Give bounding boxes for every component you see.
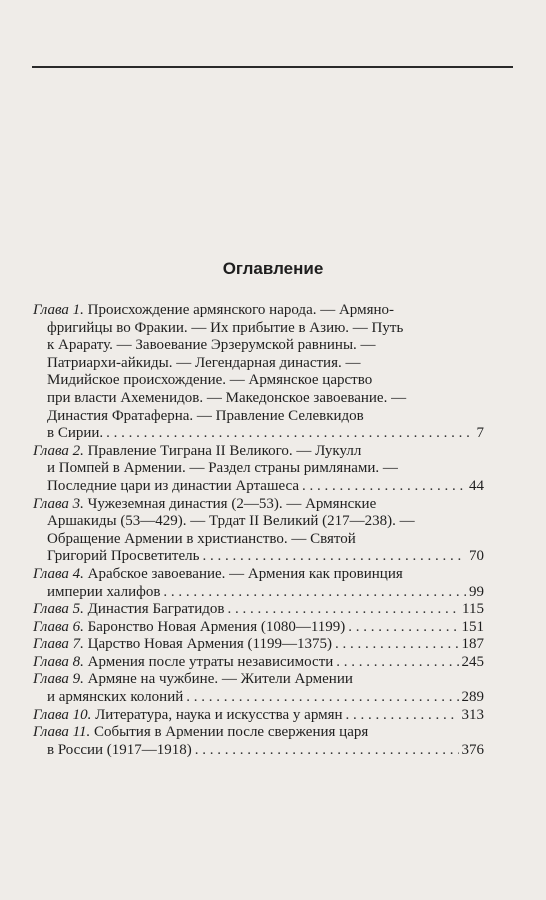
chapter-title-text: Правление Тиграна II Великого. — Лукулл [87, 442, 362, 459]
toc-entry-line [33, 355, 484, 373]
chapter-title-text: Григорий Просветитель [47, 548, 200, 565]
chapter-title-text: Династия Фратаферна. — Правление Селевкидов [47, 407, 364, 424]
chapter-label: Глава 3. [33, 495, 84, 512]
chapter-title-text: Баронство Новая Армения (1080—1199) [87, 618, 346, 635]
chapter-title-text: к Арарату. — Завоевание Эрзерумской равнины. — [47, 337, 376, 354]
toc-entry-last-line [33, 707, 484, 725]
page-title: Оглавление [222, 259, 324, 278]
chapter-title-text: Патриархи-айкиды. — Легендарная династия. — [47, 354, 361, 371]
toc-entry-last-line [33, 425, 484, 443]
toc-entry-last-line [33, 654, 484, 672]
toc-entry [33, 654, 484, 672]
toc-entry-line [33, 320, 484, 338]
header-rule [32, 66, 513, 68]
chapter-title-text: фригийцы во Фракии. — Их прибытие в Азию. — Путь [47, 319, 404, 336]
chapter-title-text: и армянских колоний [47, 689, 184, 706]
toc-entry-last-line [33, 584, 484, 602]
chapter-title-text: Армения после утраты независимости [87, 653, 334, 670]
toc-entry-line [33, 566, 484, 584]
chapter-title-text: при власти Ахеменидов. — Македонское завоевание. — [47, 389, 407, 406]
toc-entry [33, 707, 484, 725]
table-of-contents [33, 302, 484, 759]
toc-entry-line [33, 531, 484, 549]
toc-entry [33, 724, 484, 759]
dot-leader [346, 707, 459, 725]
chapter-label: Глава 1. [33, 302, 84, 318]
toc-entry [33, 443, 484, 496]
toc-entry-last-line [33, 689, 484, 707]
toc-entry-last-line [33, 619, 484, 637]
chapter-label: Глава 8. [33, 653, 84, 670]
dot-leader [336, 654, 458, 672]
chapter-title-text: Династия Багратидов [87, 601, 225, 618]
dot-leader [186, 689, 458, 707]
chapter-label: Глава 7. [33, 636, 84, 653]
page-number: 289 [461, 689, 484, 706]
chapter-label: Глава 11. [33, 724, 91, 741]
toc-entry-line [33, 302, 484, 320]
toc-entry [33, 636, 484, 654]
chapter-title-text: Чужеземная династия (2—53). — Армянские [87, 495, 377, 512]
page-number: 44 [469, 477, 484, 494]
chapter-title-text: Последние цари из династии Арташеса [47, 477, 300, 494]
toc-entry [33, 566, 484, 601]
toc-entry [33, 302, 484, 443]
chapter-title-text: в Сирии. [47, 425, 104, 442]
dot-leader [195, 742, 459, 760]
toc-entry [33, 671, 484, 706]
dot-leader [106, 425, 473, 443]
page-number: 151 [461, 618, 484, 635]
toc-entry-last-line [33, 601, 484, 619]
page-number: 7 [476, 425, 484, 442]
chapter-label: Глава 6. [33, 618, 84, 635]
toc-entry-line [33, 337, 484, 355]
chapter-label: Глава 9. [33, 671, 84, 688]
chapter-label: Глава 5. [33, 601, 84, 618]
toc-entry-last-line [33, 636, 484, 654]
dot-leader [335, 636, 459, 654]
chapter-title-text: Арабское завоевание. — Армения как провинция [87, 565, 403, 582]
chapter-title-text: Происхождение армянского народа. — Армяно- [87, 302, 394, 318]
toc-entry-last-line [33, 478, 484, 496]
toc-entry-line [33, 671, 484, 689]
chapter-title-text: империи халифов [47, 583, 161, 600]
toc-entry-line [33, 408, 484, 426]
chapter-title-text: Литература, наука и искусства у армян [95, 706, 343, 723]
page-number: 313 [461, 706, 484, 723]
page-number: 245 [461, 653, 484, 670]
page-number: 115 [462, 601, 484, 618]
page-number: 187 [461, 636, 484, 653]
toc-entry [33, 496, 484, 566]
chapter-title-text: Царство Новая Армения (1199—1375) [87, 636, 332, 653]
toc-entry [33, 601, 484, 619]
chapter-title-text: Обращение Армении в христианство. — Святой [47, 530, 356, 547]
dot-leader [348, 619, 458, 637]
chapter-title-text: События в Армении после свержения царя [94, 724, 369, 741]
chapter-label: Глава 4. [33, 565, 84, 582]
toc-entry-line [33, 372, 484, 390]
chapter-title-text: и Помпей в Армении. — Раздел страны римлянами. — [47, 460, 398, 477]
toc-entry-line [33, 724, 484, 742]
toc-entry-line [33, 513, 484, 531]
toc-entry [33, 619, 484, 637]
chapter-title-text: Аршакиды (53—429). — Трдат II Великий (217—238). — [47, 513, 415, 530]
page-number: 99 [469, 583, 484, 600]
toc-entry-line [33, 496, 484, 514]
dot-leader [227, 601, 459, 619]
dot-leader [302, 478, 466, 496]
dot-leader [163, 584, 466, 602]
toc-entry-line [33, 443, 484, 461]
chapter-label: Глава 2. [33, 442, 84, 459]
chapter-label: Глава 10. [33, 706, 92, 723]
toc-entry-line [33, 390, 484, 408]
toc-entry-last-line [33, 548, 484, 566]
chapter-title-text: в России (1917—1918) [47, 741, 192, 758]
chapter-title-text: Мидийское происхождение. — Армянское царство [47, 372, 373, 389]
toc-entry-last-line [33, 742, 484, 760]
toc-entry-line [33, 460, 484, 478]
page-number: 376 [461, 741, 484, 758]
page-number: 70 [469, 548, 484, 565]
chapter-title-text: Армяне на чужбине. — Жители Армении [87, 671, 353, 688]
dot-leader [202, 548, 466, 566]
